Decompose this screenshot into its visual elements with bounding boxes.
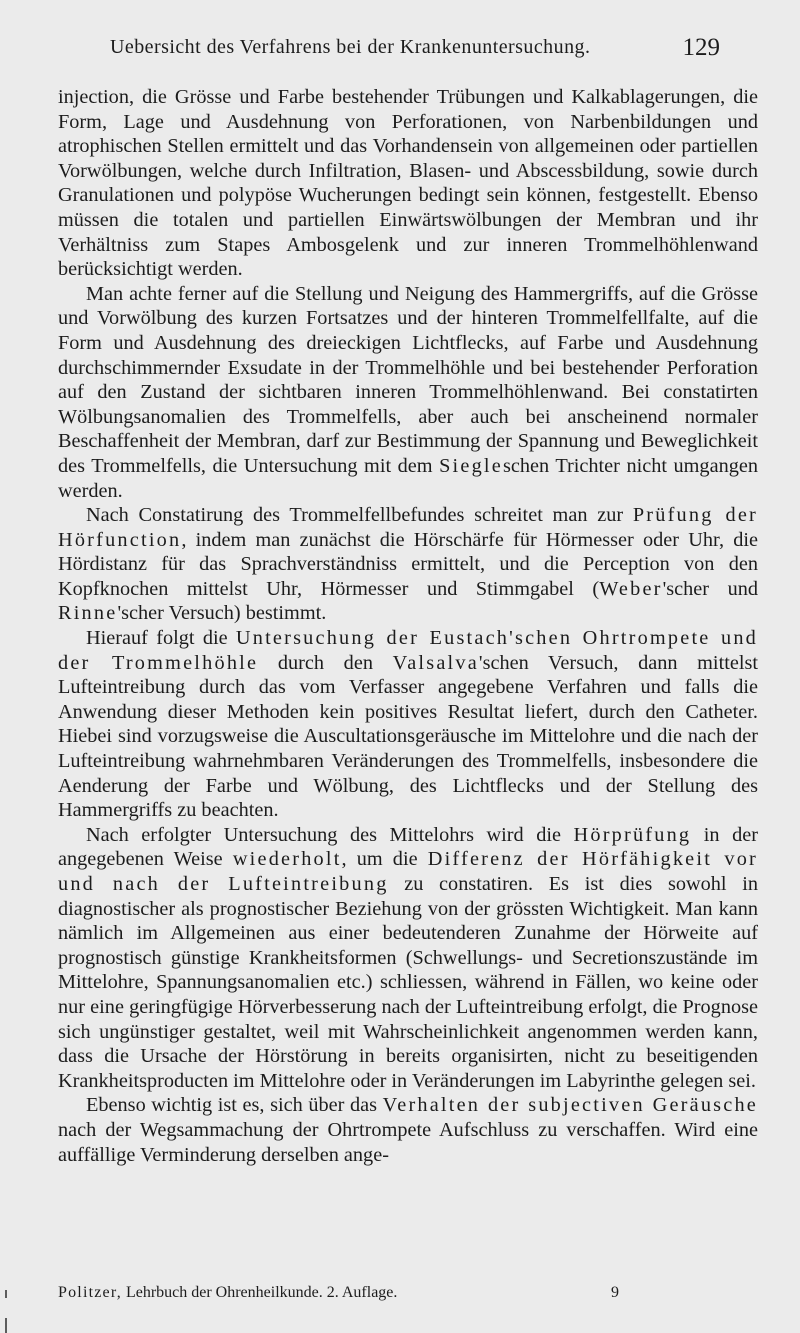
paragraph <box>58 626 758 823</box>
spaced-emphasis: Weber <box>599 577 663 600</box>
text-run: durch den <box>258 651 393 674</box>
paragraph <box>58 823 758 1094</box>
text-run: , indem man zunächst die Hörschärfe für Hörmesser oder Uhr, die Hördistanz für das Sprachverständniss ermittelt, und die Perception von den Kopfknochen mittelst Uhr, Hörmesser und Stimmgabel ( <box>58 528 758 600</box>
text-run: nach der Wegsammachung der Ohrtrompete Aufschluss zu verschaffen. Wird eine auffällige Verminderung derselben ange- <box>58 1118 758 1166</box>
text-run: zu constatiren. Es ist dies sowohl in diagnostischer als prognostischer Beziehung von der grössten Wichtigkeit. Man kann nämlich im Allgemeinen aus einer bedeutenderen Zunahme der Hörweite auf prognostisch günstige Krankheitsformen (Schwellungs- und Secretionszustände im Mittelohre, Spannungsanomalien etc.) schliessen, während in Fällen, wo keine oder nur eine geringfügige Hörverbesserung nach der Lufteintreibung erfolgt, die Prognose sich ungünstiger gestaltet, weil mit Wahrscheinlichkeit angenommen werden kann, dass die Ursache der Hörstörung in bereits organisirten, nicht zu beseitigenden Krankheitsproducten im Mittelohre oder in Veränderungen im Labyrinthe gelegen sei. <box>58 873 759 1092</box>
spaced-emphasis: Rinne <box>58 602 118 625</box>
text-run: Ebenso wichtig ist es, sich über das <box>86 1094 383 1117</box>
spaced-emphasis: Differenz der Hörfähigkeit vor und nach der Lufteintreibung <box>58 848 758 895</box>
text-run: Nach Constatirung des Trommelfellbefundes schreitet man zur <box>86 504 633 527</box>
text-run: , um die <box>341 848 428 871</box>
text-run: in der angegebenen Weise <box>58 823 758 871</box>
text-run: 'scher und <box>662 577 758 600</box>
spaced-emphasis: Prüfung der Hörfunction <box>58 504 758 551</box>
scan-edge-mark <box>5 1318 7 1333</box>
footer-book-title: Lehrbuch der Ohrenheilkunde. 2. Auflage. <box>125 1284 398 1301</box>
text-run: Nach erfolgter Untersuchung des Mittelohrs wird die <box>86 823 574 846</box>
paragraph <box>58 85 758 282</box>
text-run: Man achte ferner auf die Stellung und Neigung des Hammergriffs, auf die Grösse und Vorwölbung des kurzen Fortsatzes und der hinteren Trommelfellfalte, auf die Form und Ausdehnung des dreieckigen Lichtflecks, auf Farbe und Ausdehnung durchschimmernder Exsudate in der Trommelhöhle und bei bestehender Perforation auf den Zustand der sichtbaren inneren Trommelhöhlenwand. Bei constatirten Wölbungsanomalien des Trommelfells, aber auch bei anscheinend normaler Beschaffenheit der Membran, darf zur Bestimmung der Spannung und Beweglichkeit des Trommelfells, die Untersuchung mit dem <box>58 282 758 477</box>
page-header <box>110 34 720 64</box>
text-run: 'scher Versuch) bestimmt. <box>117 602 327 625</box>
spaced-emphasis: Verhalten der subjectiven Geräusche <box>382 1094 758 1117</box>
scan-edge-mark <box>5 1290 7 1298</box>
spaced-emphasis: Valsalva <box>392 651 479 674</box>
page-number: 129 <box>682 34 720 61</box>
paragraph <box>58 282 758 503</box>
text-run: schen Trichter nicht umgangen werden. <box>58 454 758 502</box>
spaced-emphasis: Hörprüfung <box>573 823 692 846</box>
text-run: 'schen Versuch, dann mittelst Lufteintreibung durch das vom Verfasser angegebene Verfahren und falls die Anwendung dieser Methoden kein positives Resultat liefert, durch den Catheter. Hiebei sind vorzugsweise die Auscultationsgeräusche im Mittelohre und die nach der Lufteintreibung wahrnehmbaren Veränderungen des Trommelfells, insbesondere die Aenderung der Farbe und Wölbung, des Lichtflecks und der Stellung des Hammergriffs zu beachten. <box>58 651 758 822</box>
paragraph <box>58 503 758 626</box>
text-run: injection, die Grösse und Farbe bestehender Trübungen und Kalkablagerungen, die Form, Lage und Ausdehnung von Perforationen, von Narbenbildungen und atrophischen Stellen ermittelt und das Vorhandensein von allgemeinen oder partiellen Vorwölbungen, welche durch Infiltration, Blasen- und Abscessbildung, sowie durch Granulationen und polypöse Wucherungen bedingt sein können, festgestellt. Ebenso müssen die totalen und partiellen Einwärtswölbungen der Membran und ihr Verhältniss zum Stapes Ambosgelenk und zur inneren Trommelhöhlenwand berücksichtigt werden. <box>58 86 758 281</box>
running-title: Uebersicht des Verfahrens bei der Krankenuntersuchung. <box>110 36 591 58</box>
spaced-emphasis: Untersuchung der Eustach'schen Ohrtrompete und der Trommelhöhle <box>58 627 758 674</box>
body-text <box>58 85 758 1167</box>
spaced-emphasis: wiederholt <box>232 848 342 871</box>
footer-author: Politzer, <box>58 1284 122 1301</box>
spaced-emphasis: Siegle <box>439 454 503 477</box>
paragraph <box>58 1093 758 1167</box>
text-run: Hierauf folgt die <box>86 627 236 650</box>
page-footer <box>58 1284 758 1302</box>
sheet-signature: 9 <box>611 1284 619 1301</box>
